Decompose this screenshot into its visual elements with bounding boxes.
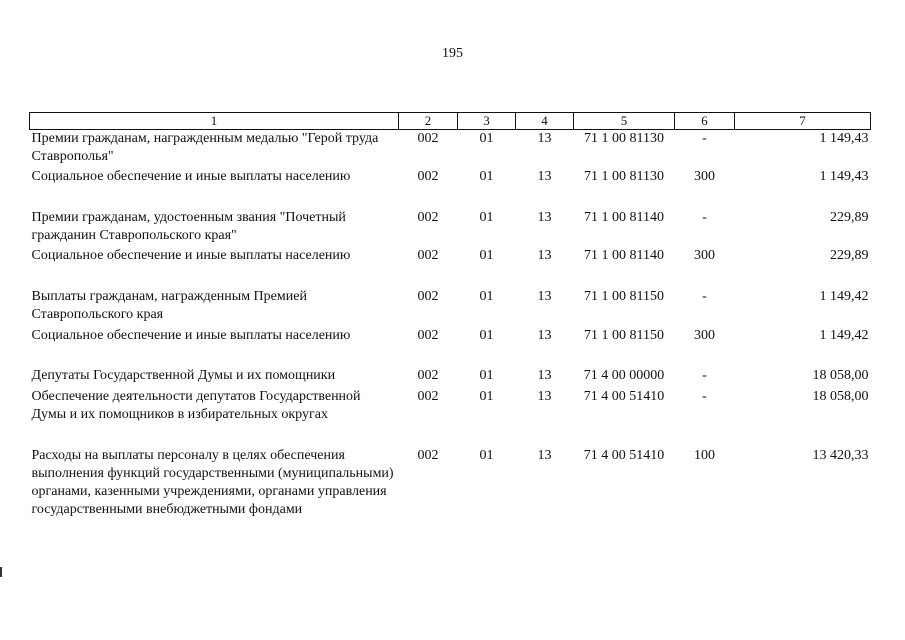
row-code-5: 71 1 00 81130 [584, 168, 664, 184]
row-name: Обеспечение деятельности депутатов Государственной Думы и их помощников в избирательных округах [31, 388, 361, 422]
row-sum: 18 058,00 [812, 388, 869, 404]
row-code-5: 71 1 00 81140 [584, 247, 664, 263]
row-code-2: 002 [417, 209, 439, 225]
table-row [30, 209, 871, 247]
row-code-6: - [702, 131, 707, 146]
table-row [30, 247, 871, 288]
row-code-2: 002 [417, 288, 439, 304]
row-sum: 1 149,42 [819, 288, 869, 304]
row-code-4: 13 [537, 388, 552, 404]
row-code-4: 13 [537, 288, 552, 304]
row-code-3: 01 [479, 247, 494, 263]
page-number: 195 [442, 46, 463, 61]
row-code-4: 13 [537, 131, 552, 146]
row-name: Премии гражданам, награжденным медалью "Герой труда Ставрополья" [31, 131, 379, 164]
row-sum: 229,89 [830, 209, 869, 225]
row-code-2: 002 [417, 247, 439, 263]
row-code-6: - [702, 209, 707, 225]
header-col-5: 5 [574, 113, 675, 130]
row-code-3: 01 [479, 327, 494, 343]
row-sum: 13 420,33 [812, 447, 869, 463]
table-row [30, 327, 871, 367]
row-sum: 1 149,43 [819, 168, 869, 184]
row-code-3: 01 [479, 367, 494, 383]
row-code-3: 01 [479, 288, 494, 304]
table-row [30, 367, 871, 388]
row-code-6: 100 [694, 447, 715, 463]
header-col-6: 6 [675, 113, 735, 130]
row-code-3: 01 [479, 131, 494, 146]
row-code-6: 300 [694, 247, 715, 263]
budget-table [29, 112, 871, 519]
row-name: Выплаты гражданам, награжденным Премией Ставропольского края [31, 288, 307, 322]
row-name: Расходы на выплаты персоналу в целях обеспечения выполнения функций государственными (муниципальными) органами, казенными учреждениями, органами управления государственными внебюджетными фондами [31, 447, 394, 517]
header-col-2: 2 [399, 113, 458, 130]
row-code-2: 002 [417, 367, 439, 383]
row-code-6: 300 [694, 327, 715, 343]
header-col-1: 1 [30, 113, 399, 130]
row-code-5: 71 1 00 81150 [584, 288, 664, 304]
header-row [30, 113, 871, 130]
row-name: Социальное обеспечение и иные выплаты населению [31, 247, 351, 263]
header-col-3: 3 [458, 113, 516, 130]
row-code-6: - [702, 367, 707, 383]
row-sum: 229,89 [830, 247, 869, 263]
row-code-3: 01 [479, 447, 494, 463]
row-code-2: 002 [417, 168, 439, 184]
row-code-4: 13 [537, 327, 552, 343]
row-code-2: 002 [417, 327, 439, 343]
row-code-5: 71 1 00 81140 [584, 209, 664, 225]
row-code-2: 002 [417, 388, 439, 404]
row-code-2: 002 [417, 131, 439, 146]
row-code-4: 13 [537, 447, 552, 463]
row-code-5: 71 4 00 51410 [583, 447, 665, 463]
table-row [30, 288, 871, 327]
header-col-4: 4 [516, 113, 574, 130]
row-name: Социальное обеспечение и иные выплаты населению [31, 168, 351, 184]
row-code-4: 13 [537, 209, 552, 225]
table-row [30, 168, 871, 209]
row-sum: 1 149,42 [819, 327, 869, 343]
row-code-3: 01 [479, 168, 494, 184]
row-code-2: 002 [417, 447, 439, 463]
table-row [30, 130, 871, 168]
row-code-4: 13 [537, 367, 552, 383]
row-sum: 1 149,43 [819, 131, 869, 146]
row-code-5: 71 4 00 51410 [583, 388, 665, 404]
row-code-5: 71 4 00 00000 [583, 367, 665, 383]
table-row [30, 388, 871, 447]
scan-edge-mark [0, 567, 2, 577]
row-code-4: 13 [537, 247, 552, 263]
row-name: Премии гражданам, удостоенным звания "Почетный гражданин Ставропольского края" [31, 209, 346, 243]
row-code-3: 01 [479, 209, 494, 225]
row-sum: 18 058,00 [812, 367, 869, 383]
row-code-5: 71 1 00 81130 [584, 131, 664, 146]
row-code-3: 01 [479, 388, 494, 404]
table-row [30, 447, 871, 519]
row-code-4: 13 [537, 168, 552, 184]
row-code-5: 71 1 00 81150 [584, 327, 664, 343]
row-name: Депутаты Государственной Думы и их помощники [31, 367, 336, 383]
row-code-6: - [702, 288, 707, 304]
row-code-6: - [702, 388, 707, 404]
header-col-7: 7 [735, 113, 871, 130]
row-code-6: 300 [694, 168, 715, 184]
row-name: Социальное обеспечение и иные выплаты населению [31, 327, 351, 343]
